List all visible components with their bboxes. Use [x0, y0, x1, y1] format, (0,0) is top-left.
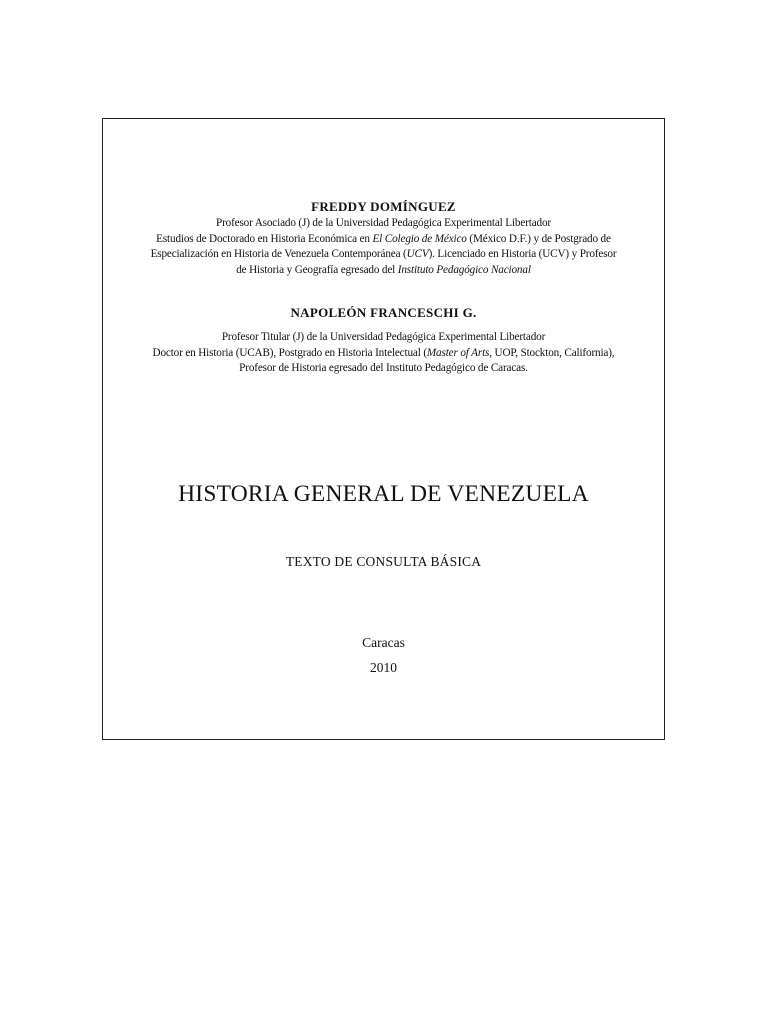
author-1-bio-line-2-a: Estudios de Doctorado en Historia Económica en [156, 232, 373, 245]
author-2-bio-line-3: Profesor de Historia egresado del Instituto Pedagógico de Caracas. [239, 362, 528, 374]
author-2-bio-line-2-c: UOP, Stockton, California), [491, 346, 615, 359]
author-bio-2 [103, 330, 664, 377]
author-1-bio-line-3-c: ). Licenciado en Historia (UCV) y Profesor [428, 248, 617, 260]
author-2-bio-line-2-a: Doctor en Historia (UCAB), Postgrado en Historia Intelectual ( [152, 346, 427, 359]
book-title: HISTORIA GENERAL DE VENEZUELA [178, 481, 589, 507]
author-1-bio-line-4-b: Instituto Pedagógico Nacional [397, 263, 531, 276]
author-1-bio-line-2-b: El Colegio de México [372, 232, 467, 245]
author-1-bio-line-3-b: UCV [406, 248, 429, 260]
author-2-bio-line-1: Profesor Titular (J) de la Universidad Pedagógica Experimental Libertador [221, 331, 546, 343]
author-1-bio-line-2 [103, 232, 664, 248]
publication-year: 2010 [370, 660, 397, 675]
book-subtitle: TEXTO DE CONSULTA BÁSICA [285, 554, 482, 569]
author-2-bio-line-2 [103, 346, 664, 362]
author-bio-1 [103, 216, 664, 278]
author-1-bio-line-3 [103, 247, 664, 263]
author-name-2: NAPOLEÓN FRANCESCHI G. [290, 305, 477, 320]
author-name-1: FREDDY DOMÍNGUEZ [311, 199, 456, 214]
author-1-bio-line-3-a: Especialización en Historia de Venezuela Contemporánea ( [150, 248, 407, 260]
author-1-bio-line-1: Profesor Asociado (J) de la Universidad Pedagógica Experimental Libertador [216, 217, 551, 229]
author-1-bio-line-4-a: de Historia y Geografía egresado del [236, 263, 398, 276]
title-page-frame [102, 118, 665, 740]
author-1-bio-line-2-c: (México D.F.) y de Postgrado de [466, 232, 611, 245]
author-2-bio-line-2-b: Master of Arts, [426, 346, 492, 359]
publication-place: Caracas [362, 635, 405, 650]
author-1-bio-line-4 [103, 263, 664, 279]
